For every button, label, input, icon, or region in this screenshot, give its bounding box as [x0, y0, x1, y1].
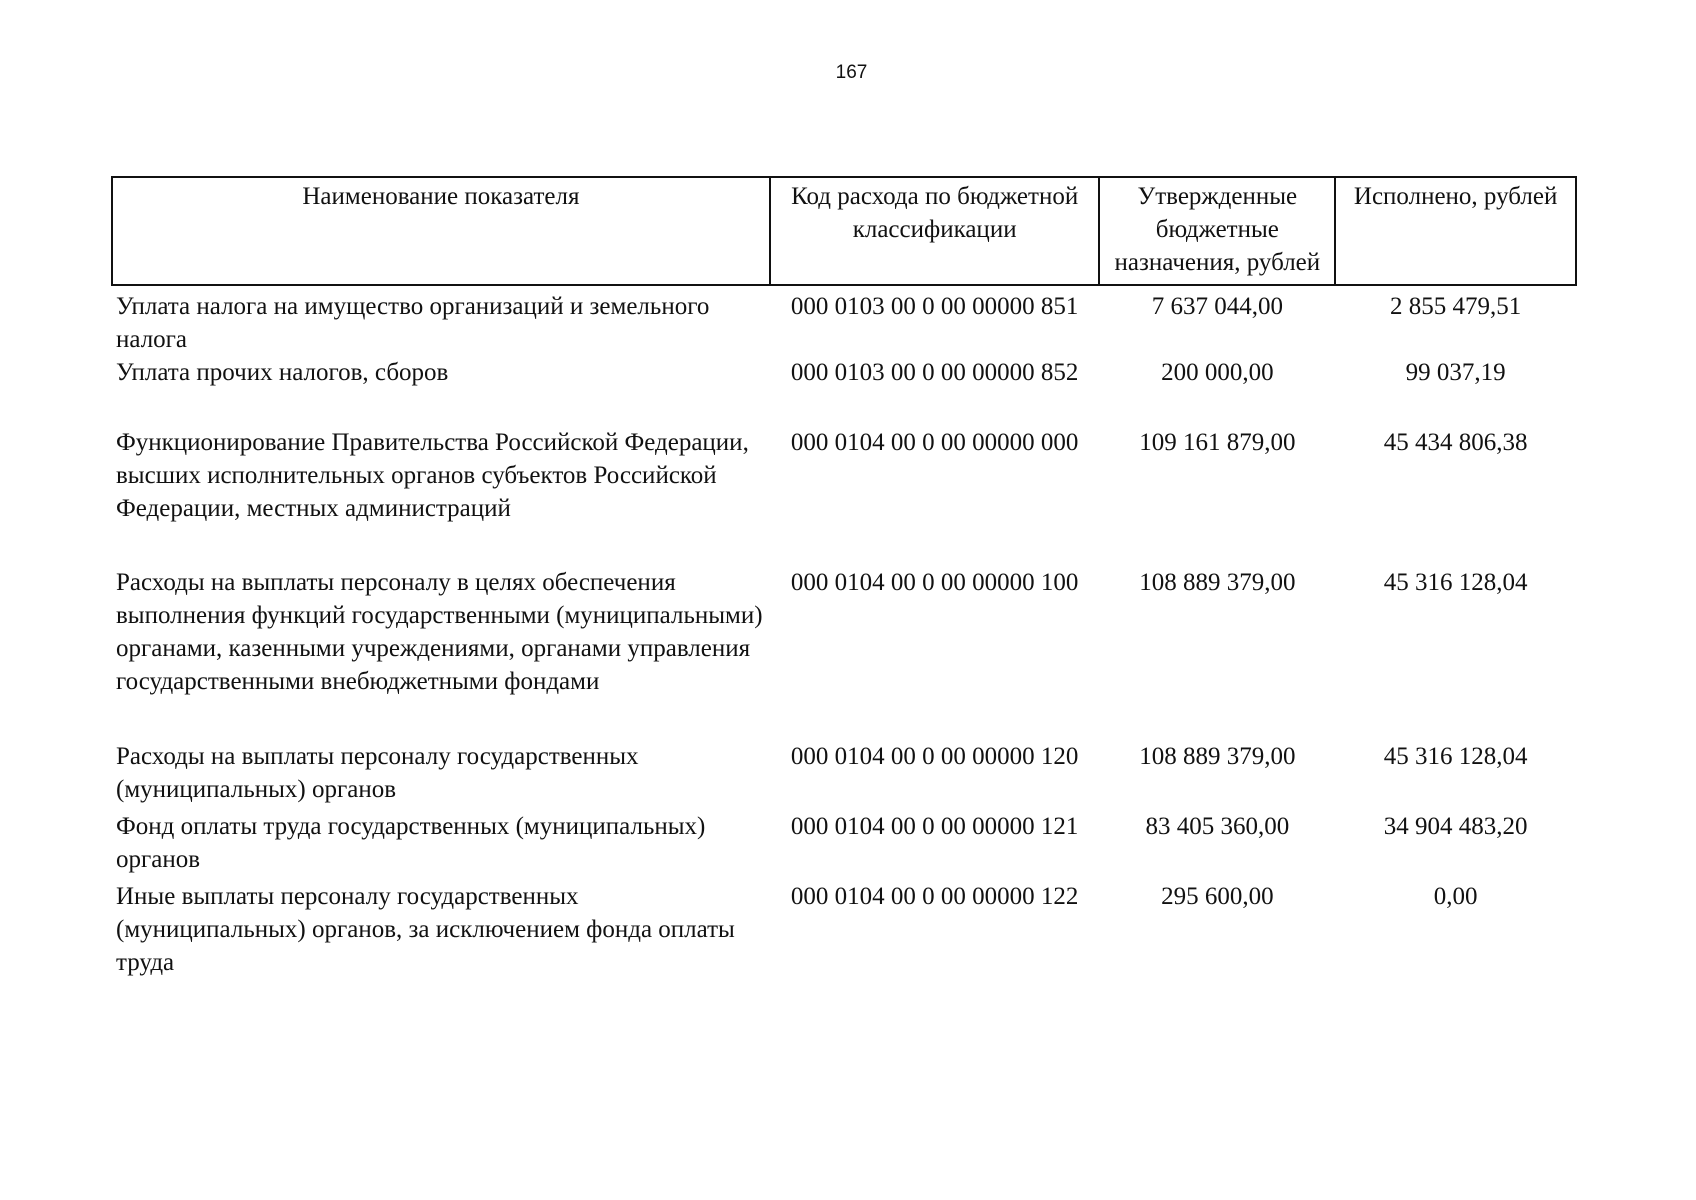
budget-code: 000 0104 00 0 00 00000 121 [790, 813, 1079, 840]
indicator-name: Расходы на выплаты персоналу в целях обеспечения выполнения функций государственными (муниципальными) органами, казенными учреждениями, органами управления государственными внебюджетными фондами [116, 569, 763, 695]
indicator-name: Функционирование Правительства Российской Федерации, высших исполнительных органов субъектов Российской Федерации, местных администраций [116, 429, 749, 522]
indicator-name: Уплата прочих налогов, сборов [116, 359, 449, 386]
budget-code: 000 0103 00 0 00 00000 852 [790, 359, 1079, 386]
indicator-name: Иные выплаты персоналу государственных (муниципальных) органов, за исключением фонда оплаты труда [116, 883, 735, 976]
executed-amount: 45 434 806,38 [1383, 429, 1528, 456]
indicator-name: Фонд оплаты труда государственных (муниципальных) органов [116, 813, 706, 873]
table-body [112, 285, 1576, 979]
table-row [112, 426, 1576, 566]
executed-amount: 2 855 479,51 [1390, 293, 1522, 320]
executed-amount: 0,00 [1433, 883, 1478, 910]
table-header [112, 177, 1576, 285]
table-row [112, 810, 1576, 880]
approved-amount: 83 405 360,00 [1145, 813, 1290, 840]
table-row [112, 740, 1576, 810]
budget-code: 000 0104 00 0 00 00000 000 [790, 429, 1079, 456]
header-executed-amount: Исполнено, рублей [1335, 177, 1576, 285]
budget-code: 000 0104 00 0 00 00000 120 [790, 743, 1079, 770]
budget-code: 000 0103 00 0 00 00000 851 [790, 293, 1079, 320]
executed-amount: 34 904 483,20 [1383, 813, 1528, 840]
approved-amount: 108 889 379,00 [1139, 569, 1296, 596]
approved-amount: 295 600,00 [1161, 883, 1274, 910]
approved-amount: 109 161 879,00 [1139, 429, 1296, 456]
header-indicator-name: Наименование показателя [112, 177, 770, 285]
table-row [112, 356, 1576, 426]
executed-amount: 45 316 128,04 [1383, 743, 1528, 770]
header-approved-amount: Утвержденные бюджетные назначения, рублей [1099, 177, 1335, 285]
budget-code: 000 0104 00 0 00 00000 122 [790, 883, 1079, 910]
approved-amount: 200 000,00 [1161, 359, 1274, 386]
table-row [112, 880, 1576, 979]
table-row [112, 285, 1576, 356]
table-row [112, 566, 1576, 740]
budget-execution-table [111, 176, 1577, 979]
indicator-name: Расходы на выплаты персоналу государственных (муниципальных) органов [116, 743, 639, 803]
page-number: 167 [835, 62, 868, 83]
approved-amount: 108 889 379,00 [1139, 743, 1296, 770]
header-row [112, 177, 1576, 285]
approved-amount: 7 637 044,00 [1151, 293, 1283, 320]
indicator-name: Уплата налога на имущество организаций и земельного налога [116, 293, 710, 353]
budget-code: 000 0104 00 0 00 00000 100 [790, 569, 1079, 596]
executed-amount: 45 316 128,04 [1383, 569, 1528, 596]
header-budget-code: Код расхода по бюджетной классификации [770, 177, 1100, 285]
executed-amount: 99 037,19 [1405, 359, 1506, 386]
